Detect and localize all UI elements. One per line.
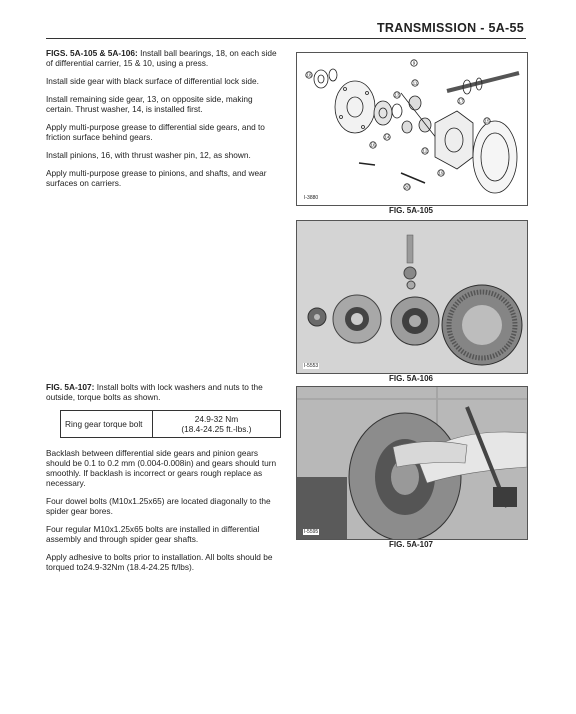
figure-image-id: I-5553 — [304, 363, 319, 369]
paragraph: Apply adhesive to bolts prior to installation. All bolts should be torqued to24.9-32Nm (18.4-24.25 ft/lbs). — [46, 552, 273, 572]
svg-text:20: 20 — [404, 184, 410, 190]
instructions-fig-105-106 — [46, 48, 281, 196]
differential-exploded-drawing — [297, 53, 527, 205]
instructions-fig-107 — [46, 382, 281, 580]
paragraph: Apply multi-purpose grease to differential side gears, and to friction surface behind gears. — [46, 122, 265, 142]
paragraph: FIG. 5A-107: Install bolts with lock washers and nuts to the outside, torque bolts as shown. — [46, 382, 263, 402]
paragraph: Four regular M10x1.25x65 bolts are installed in differential assembly and through spider gear shafts. — [46, 524, 260, 544]
paragraph: Apply multi-purpose grease to pinions, and shafts, and wear surfaces on carriers. — [46, 168, 267, 188]
paragraph: Install side gear with black surface of differential lock side. — [46, 76, 259, 86]
torque-label-cell: Ring gear torque bolt — [61, 411, 153, 438]
svg-text:13: 13 — [394, 92, 400, 98]
svg-text:19: 19 — [438, 170, 444, 176]
paragraph: Four dowel bolts (M10x1.25x65) are located diagonally to the spider gear bores. — [46, 496, 271, 516]
svg-text:18: 18 — [306, 72, 312, 78]
figure-caption: FIG. 5A-106 — [388, 374, 433, 383]
figure-image-id: I-3880 — [304, 195, 319, 201]
paragraph: Install remaining side gear, 13, on opposite side, making certain. Thrust washer, 14, is installed first. — [46, 94, 253, 114]
figure-image-id: I-5595 — [304, 529, 319, 535]
paragraph: Backlash between differential side gears and pinion gears should be 0.1 to 0.2 mm (0.004-0.008in) and gears should turn smoothly. If backlash is incorrect or gears rough replace as necessary. — [46, 448, 277, 488]
svg-text:15: 15 — [484, 118, 490, 124]
figure-reference: FIG. 5A-107: — [46, 382, 95, 392]
figure-5a-107-photo — [296, 386, 528, 540]
differential-parts-photo — [297, 221, 527, 373]
figure-5a-105-exploded-view — [296, 52, 528, 206]
table-row — [61, 411, 281, 438]
figure-caption: FIG. 5A-107 — [388, 540, 433, 549]
torque-spec-table — [60, 410, 281, 438]
paragraph: Install pinions, 16, with thrust washer pin, 12, as shown. — [46, 150, 251, 160]
bolt-torque-photo — [297, 387, 527, 539]
paragraph: FIGS. 5A-105 & 5A-106: Install ball bearings, 18, on each side of differential carrier, 15 & 10, using a press. — [46, 48, 277, 68]
svg-text:9: 9 — [412, 60, 416, 66]
figure-caption: FIG. 5A-105 — [388, 206, 433, 215]
section-title: TRANSMISSION - 5A-55 — [377, 21, 524, 35]
figure-5a-106-photo — [296, 220, 528, 374]
svg-text:16: 16 — [370, 142, 376, 148]
torque-value-cell: 24.9-32 Nm (18.4-24.25 ft.-lbs.) — [152, 411, 280, 438]
svg-text:14: 14 — [384, 134, 390, 140]
header-rule — [46, 38, 526, 39]
svg-text:17: 17 — [458, 98, 464, 104]
svg-text:12: 12 — [422, 148, 428, 154]
figure-reference: FIGS. 5A-105 & 5A-106: — [46, 48, 138, 58]
svg-text:11: 11 — [412, 80, 418, 86]
